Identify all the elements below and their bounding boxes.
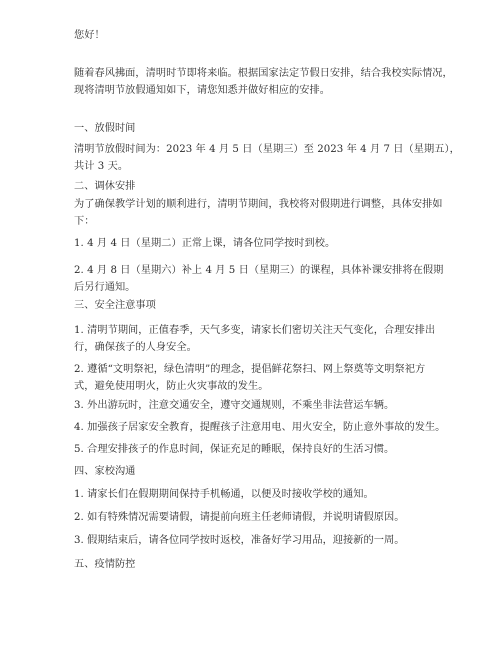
section-heading-text: 一、放假时间 [74, 123, 136, 134]
adjustment-intro-line: 为了确保教学计划的顺利进行，清明节期间，我校将对假期进行调整，具体安排如 [74, 199, 443, 210]
safety-item [74, 361, 434, 395]
section-heading-communication [74, 463, 434, 480]
safety-item-line: 4. 加强孩子居家安全教育，提醒孩子注意用电、用火安全，防止意外事故的发生。 [74, 422, 446, 433]
safety-item-line: 1. 清明节期间，正值春季，天气多变，请家长们密切关注天气变化，合理安排出 [74, 325, 436, 336]
section-heading-text: 二、调休安排 [74, 181, 136, 192]
holiday-time-paragraph [74, 141, 460, 175]
section-heading-text: 五、疫情防控 [74, 559, 136, 570]
safety-item-line: 2. 遵循“文明祭祀，绿色清明”的理念，提倡鲜花祭扫、网上祭奠等文明祭祀方 [74, 364, 426, 375]
section-heading-safety [74, 297, 434, 314]
section-heading-text: 四、家校沟通 [74, 466, 136, 477]
safety-item-line: 式，避免使用明火，防止火灾事故的发生。 [74, 381, 269, 392]
adjustment-item [74, 235, 434, 252]
adjustment-item-line: 1. 4 月 4 日（星期二）正常上课，请各位同学按时到校。 [74, 238, 336, 249]
holiday-time-line: 清明节放假时间为：2023 年 4 月 5 日（星期三）至 2023 年 4 月 7 日（星期五）， [74, 144, 460, 155]
communication-item-line: 3. 假期结束后，请各位同学按时返校，准备好学习用品，迎接新的一周。 [74, 535, 405, 546]
communication-item [74, 509, 434, 526]
safety-item [74, 419, 446, 436]
adjustment-item-line: 2. 4 月 8 日（星期六）补上 4 月 5 日（星期三）的课程，具体补课安排将在假期 [74, 265, 444, 276]
safety-item-line: 5. 合理安排孩子的作息时间，保证充足的睡眠，保持良好的生活习惯。 [74, 444, 395, 455]
intro-line: 随着春风拂面，清明时节即将来临。根据国家法定节假日安排，结合我校实际情况， [74, 68, 453, 79]
section-heading-epidemic [74, 556, 434, 573]
adjustment-intro-line: 下： [74, 216, 95, 227]
adjustment-item-line: 后另行通知。 [74, 282, 136, 293]
greeting [74, 27, 434, 44]
section-heading-adjustment [74, 178, 434, 195]
safety-item-line: 行，确保孩子的人身安全。 [74, 342, 197, 353]
intro-paragraph [74, 65, 453, 99]
safety-item [74, 322, 434, 356]
communication-item-line: 2. 如有特殊情况需要请假，请提前向班主任老师请假，并说明请假原因。 [74, 512, 405, 523]
communication-item [74, 486, 434, 503]
safety-item [74, 397, 434, 414]
adjustment-item [74, 262, 444, 296]
section-heading-text: 三、安全注意事项 [74, 300, 156, 311]
adjustment-intro-paragraph [74, 196, 443, 230]
greeting-text: 您好！ [74, 30, 105, 41]
safety-item [74, 441, 434, 458]
holiday-time-line: 共计 3 天。 [74, 161, 129, 172]
communication-item [74, 532, 434, 549]
communication-item-line: 1. 请家长们在假期期间保持手机畅通，以便及时接收学校的通知。 [74, 489, 374, 500]
intro-line: 现将清明节放假通知如下，请您知悉并做好相应的安排。 [74, 85, 330, 96]
safety-item-line: 3. 外出游玩时，注意交通安全，遵守交通规则，不乘坐非法营运车辆。 [74, 400, 395, 411]
section-heading-holiday-time [74, 120, 434, 137]
